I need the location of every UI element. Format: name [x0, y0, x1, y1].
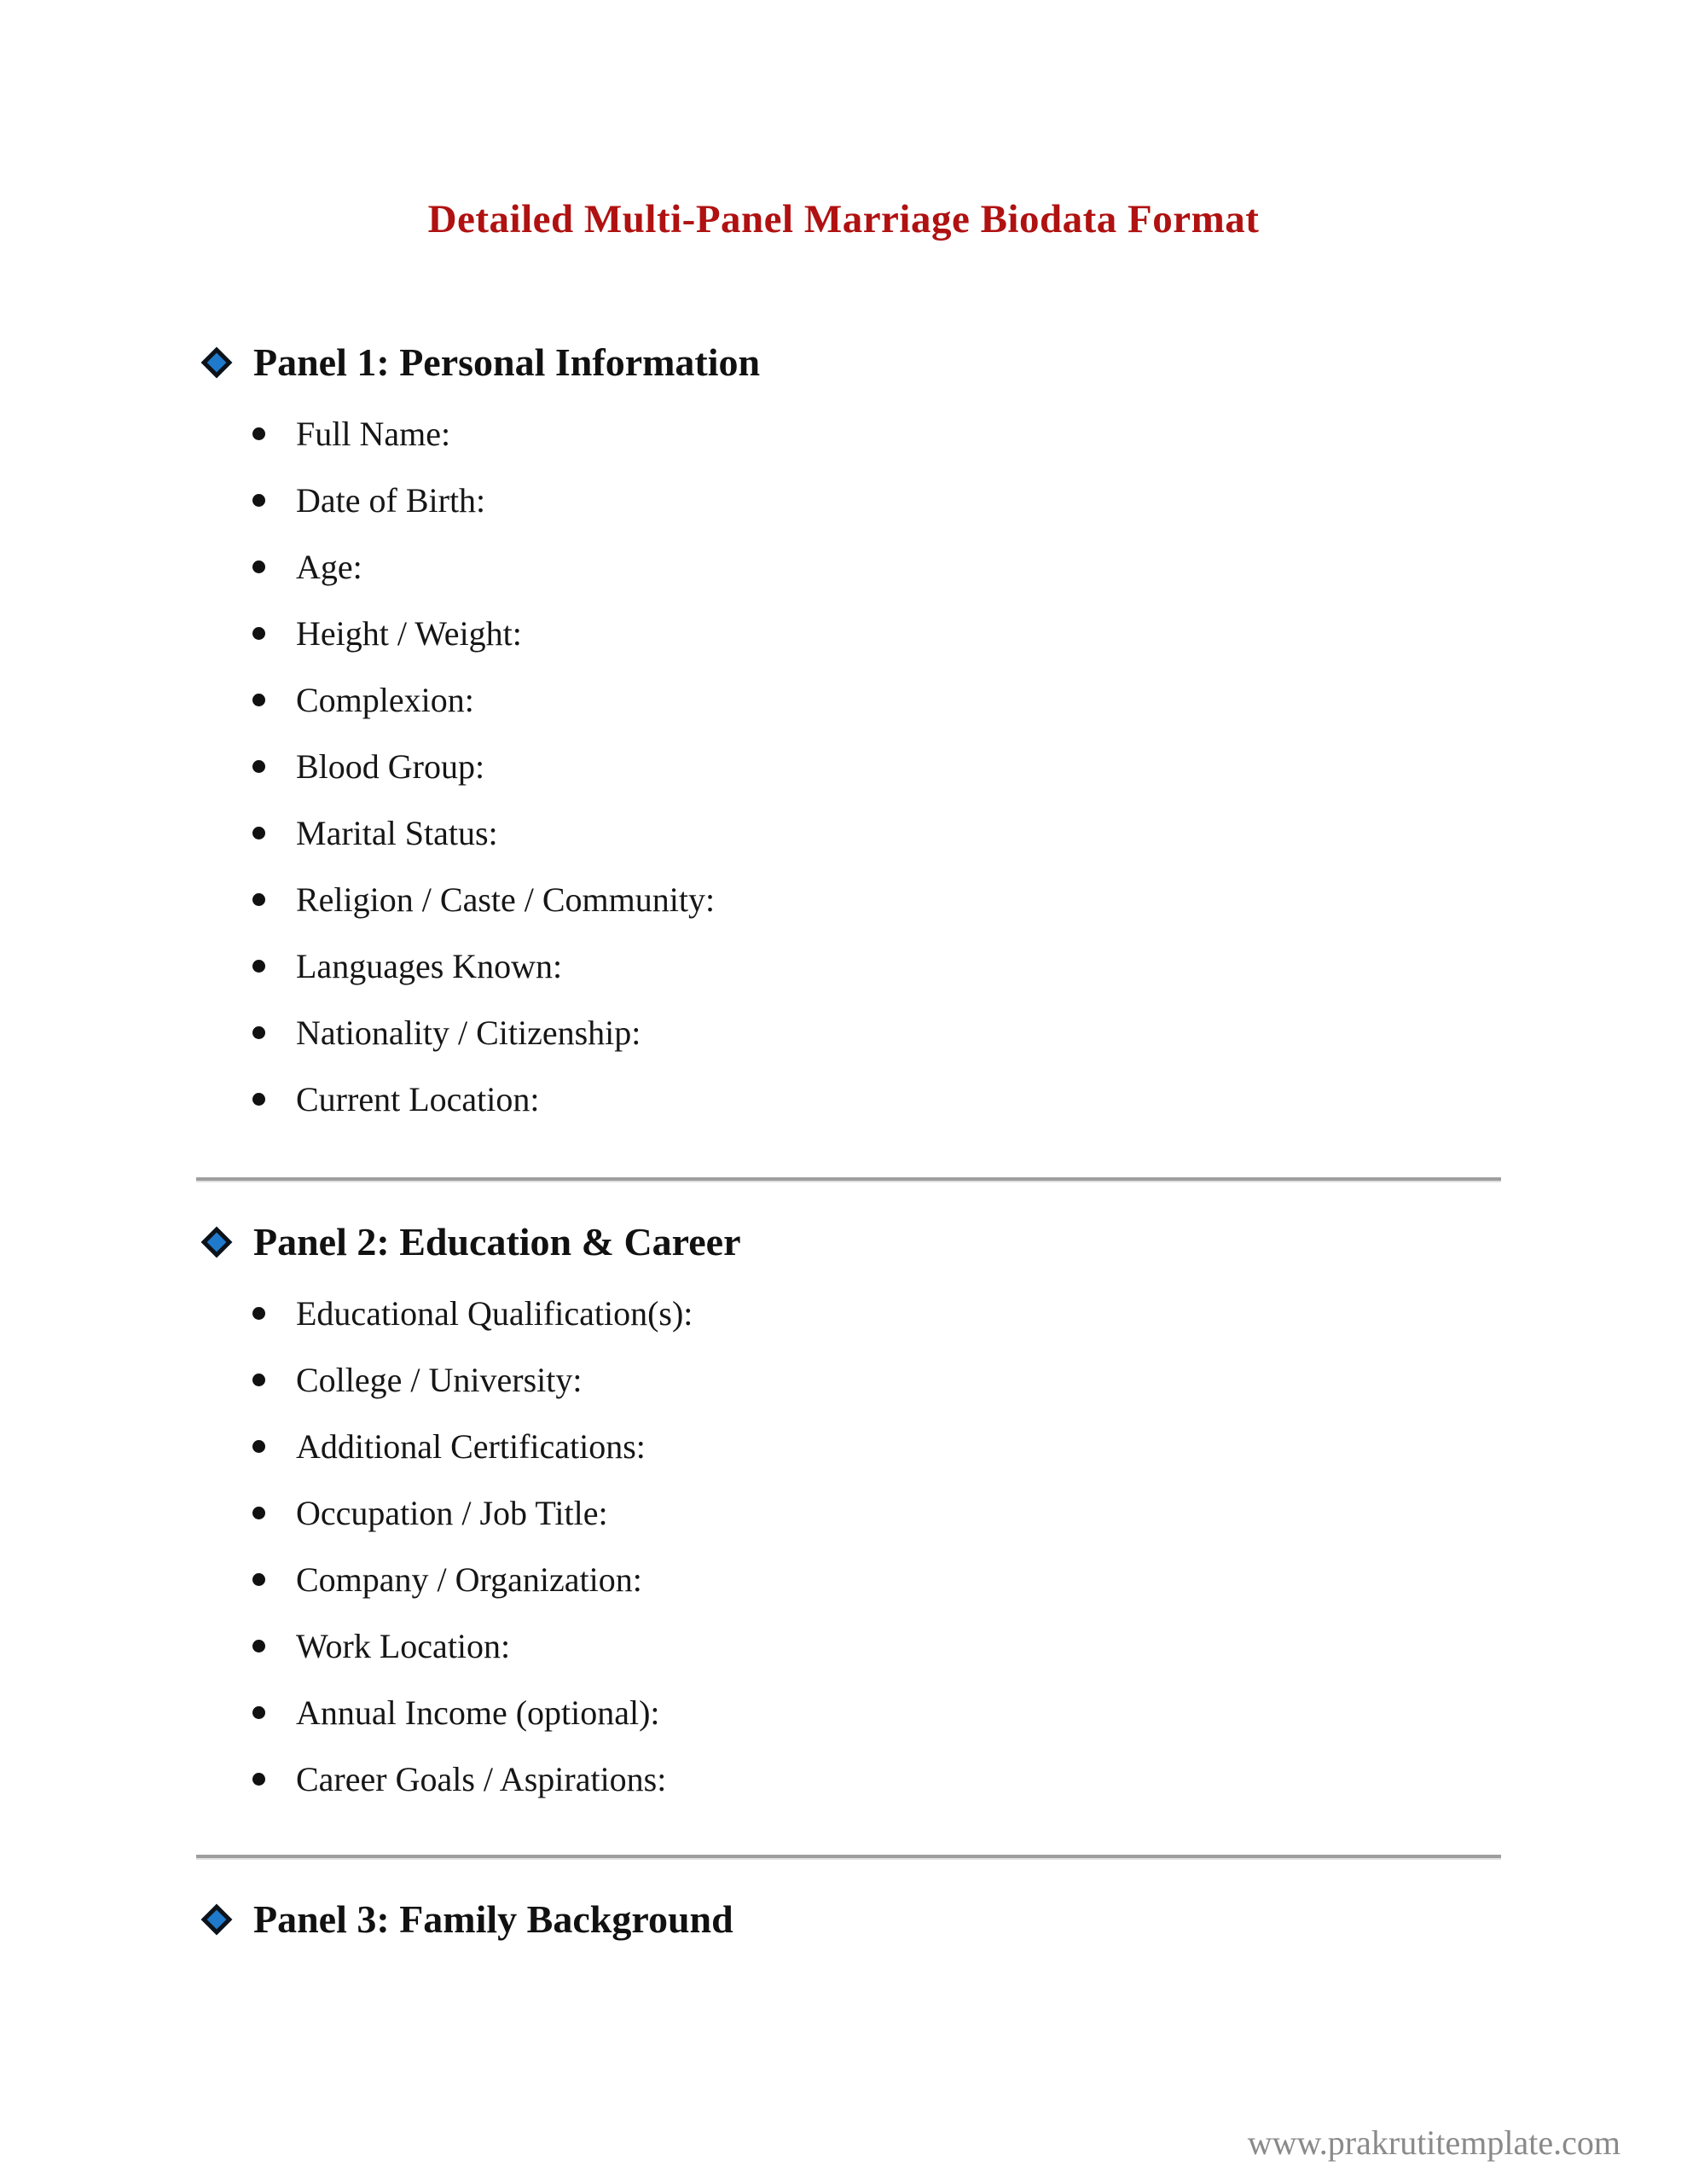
list-item [252, 467, 1687, 533]
bullet-dot-icon [252, 1026, 265, 1039]
list-item-label: Date of Birth: [296, 480, 486, 520]
bullet-dot-icon [252, 760, 265, 773]
list-item-label: Company / Organization: [296, 1560, 642, 1599]
bullet-dot-icon [252, 827, 265, 839]
list-item-label: Career Goals / Aspirations: [296, 1759, 667, 1798]
bullet-dot-icon [252, 1374, 265, 1386]
list-item [252, 1066, 1687, 1132]
bullet-dot-icon [252, 1640, 265, 1653]
list-item-label: Work Location: [296, 1626, 511, 1665]
list-item-label: Full Name: [296, 414, 451, 453]
bullet-dot-icon [252, 694, 265, 706]
list-item-label: Current Location: [296, 1079, 540, 1118]
list-item-label: Blood Group: [296, 746, 485, 786]
bullet-dot-icon [252, 427, 265, 440]
list-item [252, 666, 1687, 733]
list-item-label: Age: [296, 547, 362, 586]
list-item-label: College / University: [296, 1360, 583, 1399]
bullet-dot-icon [252, 627, 265, 640]
list-item-label: Occupation / Job Title: [296, 1493, 608, 1532]
list-item-label: Complexion: [296, 680, 474, 719]
list-item [252, 400, 1687, 467]
list-item-label: Marital Status: [296, 813, 498, 852]
list-item [252, 1413, 1687, 1479]
bullet-dot-icon [252, 561, 265, 573]
list-item [252, 1745, 1687, 1812]
list-item [252, 1612, 1687, 1679]
list-item [252, 533, 1687, 600]
panel-3-heading-label: Panel 3: Family Background [253, 1897, 733, 1941]
section-divider [196, 1177, 1501, 1182]
list-item [252, 1479, 1687, 1546]
list-item-label: Nationality / Citizenship: [296, 1013, 641, 1052]
list-item-label: Annual Income (optional): [296, 1693, 660, 1732]
list-item-label: Educational Qualification(s): [296, 1293, 693, 1333]
footer-watermark: www.prakrutitemplate.com [1247, 2123, 1620, 2162]
panel-1-heading [199, 339, 1687, 386]
bullet-dot-icon [252, 1706, 265, 1719]
list-item-label: Religion / Caste / Community: [296, 880, 716, 919]
blue-diamond-icon [201, 347, 233, 379]
bullet-dot-icon [252, 1440, 265, 1453]
panel-3-heading [199, 1896, 1687, 1943]
blue-diamond-icon [201, 1227, 233, 1258]
list-item [252, 932, 1687, 999]
bullet-dot-icon [252, 960, 265, 973]
list-item [252, 999, 1687, 1066]
bullet-dot-icon [252, 1773, 265, 1786]
bullet-dot-icon [252, 893, 265, 906]
section-divider [196, 1855, 1501, 1860]
blue-diamond-icon [201, 1904, 233, 1936]
list-item [252, 799, 1687, 866]
bullet-dot-icon [252, 1573, 265, 1586]
list-item [252, 1679, 1687, 1745]
list-item-label: Languages Known: [296, 946, 563, 985]
list-item-label: Additional Certifications: [296, 1426, 646, 1466]
panel-2-field-list [252, 1280, 1687, 1812]
panel-2-education-career [0, 1218, 1687, 1812]
list-item [252, 866, 1687, 932]
panel-2-heading-label: Panel 2: Education & Career [253, 1220, 741, 1263]
bullet-dot-icon [252, 494, 265, 507]
bullet-dot-icon [252, 1093, 265, 1106]
list-item [252, 733, 1687, 799]
bullet-dot-icon [252, 1307, 265, 1320]
list-item [252, 1346, 1687, 1413]
panel-1-field-list [252, 400, 1687, 1132]
panel-3-family-background [0, 1896, 1687, 1943]
list-item [252, 1280, 1687, 1346]
list-item-label: Height / Weight: [296, 613, 522, 653]
panel-1-personal-information [0, 339, 1687, 1132]
bullet-dot-icon [252, 1507, 265, 1519]
panel-1-heading-label: Panel 1: Personal Information [253, 340, 761, 384]
page-title: Detailed Multi-Panel Marriage Biodata Format [427, 197, 1260, 241]
list-item [252, 600, 1687, 666]
list-item [252, 1546, 1687, 1612]
panel-2-heading [199, 1218, 1687, 1266]
